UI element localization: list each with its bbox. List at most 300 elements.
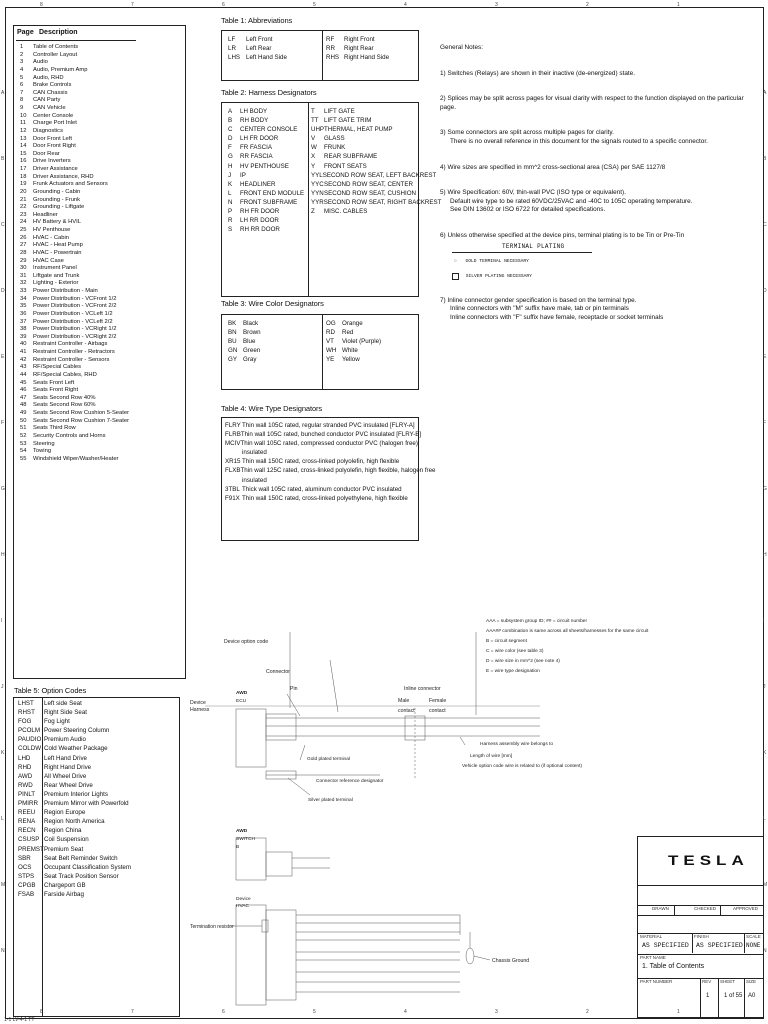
note-5a: 5) Wire Specification: 60V, thin-wall PVC (ISO type or equivalent). xyxy=(440,189,626,197)
abbrev-code: LF xyxy=(228,36,236,43)
harness-desc: SECOND ROW SEAT, CENTER xyxy=(324,180,413,188)
diagram-silver-plated: Silver plated terminal xyxy=(308,798,353,803)
toc-page: 14 xyxy=(20,143,27,150)
option-desc: Region North America xyxy=(44,818,105,826)
zone-label-col: 6 xyxy=(222,2,225,8)
zone-label-row: G xyxy=(1,486,5,492)
color-desc: Red xyxy=(342,329,354,337)
harness-code: X xyxy=(311,153,316,161)
color-code: BU xyxy=(228,338,237,346)
zone-label-row: C xyxy=(763,222,767,228)
harness-code: Z xyxy=(311,208,315,216)
toc-page: 26 xyxy=(20,234,27,241)
option-desc: Premium Mirror with Powerfold xyxy=(44,800,129,808)
option-desc: Region Europe xyxy=(44,809,86,817)
option-code: PMIRR xyxy=(18,800,38,808)
diagram-awd: AWD xyxy=(236,691,248,696)
diagram-legend-4: C = wire color (see table 3) xyxy=(486,649,544,654)
toc-desc: Instrument Panel xyxy=(33,265,77,272)
option-desc: Coil Suspension xyxy=(44,836,89,844)
note-5c: See DIN 13602 or ISO 6722 for detailed specifications. xyxy=(450,206,606,214)
diagram-male-contact-2: contact xyxy=(398,708,415,714)
option-code: RENA xyxy=(18,818,36,826)
toc-page: 5 xyxy=(20,74,24,81)
option-code: STPS xyxy=(18,872,35,880)
harness-desc: LH FR DOOR xyxy=(240,135,279,143)
title-block xyxy=(637,836,764,1018)
notes-heading: General Notes: xyxy=(440,44,483,51)
zone-label-row: K xyxy=(763,750,767,756)
zone-label-row: I xyxy=(1,618,3,624)
note-7b: Inline connectors with "M" suffix have male, tab or pin terminals xyxy=(450,305,629,313)
zone-label-col: 1 xyxy=(677,2,680,8)
wire-type-desc: Thin wall 105C rated, bunched conductor PVC insulated [FLRY-B] xyxy=(240,431,422,439)
toc-desc: Headliner xyxy=(33,211,58,218)
option-code: AWD xyxy=(18,772,33,780)
harness-desc: MISC. CABLES xyxy=(324,208,368,216)
wire-type-code: MCIV xyxy=(225,440,241,448)
toc-desc: Power Distribution - VCRight 2/2 xyxy=(33,333,117,340)
tesla-logo: TESLA xyxy=(668,853,749,869)
zone-label-row: C xyxy=(1,222,5,228)
option-desc: Cold Weather Package xyxy=(44,745,108,753)
option-code: RECN xyxy=(18,827,36,835)
diagram-inline-connector: Inline connector xyxy=(404,686,441,692)
harness-code: T xyxy=(311,108,315,115)
toc-page: 19 xyxy=(20,181,27,188)
zone-label-col: 2 xyxy=(586,1009,589,1015)
zone-label-col: 2 xyxy=(586,2,589,8)
toc-page: 21 xyxy=(20,196,27,203)
diagram-vehicle-option: Vehicle option code wire is related to (if optional content) xyxy=(462,764,582,769)
diagram-switch: SWITCH xyxy=(236,837,255,842)
diagram-device-harness-2: Harness xyxy=(190,707,210,713)
toc-desc: Brake Controls xyxy=(33,82,72,89)
toc-desc: Power Distribution - VCLeft 2/2 xyxy=(33,318,113,325)
harness-desc: GLASS xyxy=(324,135,345,143)
option-code: RHST xyxy=(18,709,35,717)
note-7a: 7) Inline connector gender specification is based on the terminal type. xyxy=(440,296,637,304)
zone-label-row: D xyxy=(1,288,5,294)
zone-label-row: L xyxy=(1,816,4,822)
toc-desc: HVAC - Powertrain xyxy=(33,249,82,256)
terminal-plating-title: TERMINAL PLATING xyxy=(502,242,565,250)
option-desc: Premium Audio xyxy=(44,736,86,744)
note-2: 2) Splices may be split across pages for visual clarity with respect to the function displayed on the particular page. xyxy=(440,95,744,111)
toc-page: 35 xyxy=(20,303,27,310)
toc-desc: Table of Contents xyxy=(33,44,79,50)
harness-code: YYR xyxy=(311,198,324,206)
harness-desc: SECOND ROW SEAT, RIGHT BACKREST xyxy=(323,198,442,206)
tb-checked: CHECKED xyxy=(694,906,717,911)
harness-desc: RH RR DOOR xyxy=(240,226,280,234)
tb-scale-label: SCALE xyxy=(746,934,761,939)
wire-type-desc: Thin wall 150C rated, cross-linked polyethylene, high flexible xyxy=(242,494,408,502)
zone-label-row: B xyxy=(763,156,767,162)
footer-code: 1-1 LV-4-1 TT xyxy=(4,1017,35,1023)
diagram-legend-5: D = wire size in mm^2 (see note 4) xyxy=(486,659,560,664)
toc-page: 25 xyxy=(20,227,27,233)
toc-desc: Audio, Premium Amp xyxy=(33,66,88,73)
option-desc: Left Hand Drive xyxy=(44,754,87,762)
toc-page: 3 xyxy=(20,59,24,66)
diagram-male-contact: Male xyxy=(398,698,410,704)
diagram-chassis-ground: Chassis Ground xyxy=(492,958,530,964)
zone-label-row: A xyxy=(763,90,767,96)
harness-code: W xyxy=(311,144,317,152)
tb-sheet-label: SHEET xyxy=(720,979,736,984)
abbrev-desc: Right Front xyxy=(344,36,375,43)
harness-code: TT xyxy=(311,117,319,125)
zone-label-col: 4 xyxy=(404,1009,407,1015)
diagram-female-contact-2: contact xyxy=(429,708,446,714)
diagram-pin: Pin xyxy=(290,686,298,692)
option-code: RHD xyxy=(18,763,32,771)
abbrev-code: RR xyxy=(326,45,335,53)
zone-label-row: E xyxy=(763,354,767,360)
abbrev-desc: Right Rear xyxy=(344,45,374,53)
toc-page: 47 xyxy=(20,394,27,401)
tb-finish-value: AS SPECIFIED xyxy=(696,942,743,949)
harness-desc: HEADLINER xyxy=(240,180,276,188)
harness-code: F xyxy=(228,144,232,152)
tb-title-label: PART NAME xyxy=(640,955,666,960)
harness-desc: RR FASCIA xyxy=(240,153,273,161)
harness-desc: CENTER CONSOLE xyxy=(240,126,298,134)
zone-label-col: 3 xyxy=(495,1009,498,1015)
toc-page: 13 xyxy=(20,135,27,142)
zone-label-row: N xyxy=(763,948,767,954)
diagram-legend-6: E = wire type designation xyxy=(486,669,540,674)
note-3a: 3) Some connectors are split across multiple pages for clarity. xyxy=(440,129,614,137)
color-code: GY xyxy=(228,356,237,364)
note-4: 4) Wire sizes are specified in mm^2 cross-sectional area (CSA) per SAE 1127/8 xyxy=(440,163,666,171)
option-desc: Rear Wheel Drive xyxy=(44,781,93,789)
zone-label-col: 5 xyxy=(313,2,316,8)
zone-label-col: 3 xyxy=(495,2,498,8)
toc-desc: Seats Third Row xyxy=(33,425,76,432)
diagram-termination-resistor: Termination resistor xyxy=(190,924,234,930)
toc-page: 34 xyxy=(20,295,27,302)
abbrev-desc: Left Rear xyxy=(246,45,272,53)
toc-page: 49 xyxy=(20,410,27,416)
harness-desc: RH FR DOOR xyxy=(240,208,280,216)
note-6: 6) Unless otherwise specified at the device pins, terminal plating is to be Tin or Pre-Tin xyxy=(440,231,685,239)
zone-label-col: 6 xyxy=(222,1009,225,1015)
toc-page: 53 xyxy=(20,440,27,447)
toc-page: 48 xyxy=(20,402,27,409)
option-code: PCOLM xyxy=(18,727,41,735)
option-code: OCS xyxy=(18,863,32,871)
harness-desc: LH RR DOOR xyxy=(240,217,279,225)
toc-header-desc: Description xyxy=(39,29,78,36)
harness-code: UHP xyxy=(311,126,325,134)
zone-label-col: 4 xyxy=(404,2,407,8)
color-desc: Blue xyxy=(243,338,256,346)
tb-size-label: SIZE xyxy=(746,979,757,984)
option-code: CPGB xyxy=(18,881,36,889)
diagram-legend-1: AAA = subsystem group ID; ## = circuit number xyxy=(486,619,588,624)
zone-label-row: E xyxy=(1,354,5,360)
toc-page: 10 xyxy=(20,112,27,119)
chassis-ground-icon xyxy=(466,948,474,964)
wire-type-code: FLRB xyxy=(225,431,241,439)
tb-material-label: MATERIAL xyxy=(640,934,663,939)
toc-page: 16 xyxy=(20,158,27,165)
toc-desc: Seats Front Left xyxy=(33,379,75,386)
color-desc: Brown xyxy=(243,329,261,337)
table3-caption: Table 3: Wire Color Designators xyxy=(221,299,324,308)
option-code: CSUSP xyxy=(18,836,40,844)
harness-code: K xyxy=(228,180,233,188)
zone-label-row: D xyxy=(763,288,767,294)
color-code: GN xyxy=(228,347,238,355)
option-code: PAUDIO xyxy=(18,736,42,744)
wire-type-code: XR15 xyxy=(225,458,241,466)
zone-label-row: J xyxy=(763,684,766,690)
toc-desc: Audio, RHD xyxy=(33,74,64,81)
harness-code: YYL xyxy=(311,171,323,179)
note-1: 1) Switches (Relays) are shown in their inactive (de-energized) state. xyxy=(440,69,635,77)
toc-page: 8 xyxy=(20,97,24,104)
harness-code: S xyxy=(228,226,233,234)
diagram-device-harness: Device xyxy=(190,700,206,706)
table5-caption: Table 5: Option Codes xyxy=(14,686,87,695)
zone-label-col: 7 xyxy=(131,1009,134,1015)
toc-desc: Grounding - Frunk xyxy=(33,196,81,203)
harness-code: V xyxy=(311,135,316,143)
zone-label-col: 5 xyxy=(313,1009,316,1015)
harness-code: B xyxy=(228,117,233,125)
toc-page: 44 xyxy=(20,371,27,378)
toc-page: 1 xyxy=(20,44,24,50)
diagram-legend-2: AAA## combination is same across all sheets/harnesses for the same circuit xyxy=(486,629,649,634)
zone-label-row: F xyxy=(763,420,767,426)
toc-page: 6 xyxy=(20,82,24,89)
toc-desc: CAN Vehicle xyxy=(33,105,66,111)
harness-desc: IP xyxy=(240,171,246,179)
wire-type-desc: Thin wall 125C rated, cross-linked polyolefin, high flexible, halogen free xyxy=(240,467,436,475)
harness-desc: FRONT SEATS xyxy=(324,162,367,170)
abbrev-code: LR xyxy=(228,45,236,53)
zone-label-row: I xyxy=(763,618,765,624)
wire-type-desc: Thin wall 105C rated, regular stranded PVC insulated [FLRY-A] xyxy=(242,422,415,429)
toc-desc: Drive Inverters xyxy=(33,158,71,165)
harness-code: YYN xyxy=(311,189,324,197)
toc-desc: Power Distribution - VCLeft 1/2 xyxy=(33,310,113,317)
toc-desc: Lighting - Exterior xyxy=(33,280,79,287)
diagram-conn-ref: Connector reference designator xyxy=(316,779,384,784)
toc-page: 42 xyxy=(20,356,27,363)
abbrev-desc: Left Hand Side xyxy=(246,54,287,62)
wire-type-desc: insulated xyxy=(242,476,267,484)
toc-page: 50 xyxy=(20,417,27,424)
toc-desc: Grounding - Cabin xyxy=(33,188,81,195)
toc-page: 15 xyxy=(20,150,27,157)
option-desc: Fog Light xyxy=(44,718,70,726)
toc-header-page: Page xyxy=(17,29,34,36)
toc-desc: Seats Second Row Cushion 5-Seater xyxy=(33,410,130,416)
tb-part-number-label: PART NUMBER xyxy=(640,979,673,984)
toc-page: 36 xyxy=(20,310,27,317)
color-code: OG xyxy=(326,320,336,327)
harness-code: G xyxy=(228,153,233,161)
toc-page: 22 xyxy=(20,204,27,211)
note-3b: There is no overall reference in this document for the signals routed to a specific connector. xyxy=(450,137,708,145)
toc-desc: Door Rear xyxy=(33,150,60,157)
toc-desc: HVAC - Cabin xyxy=(33,234,69,241)
abbrev-code: RHS xyxy=(326,54,340,62)
tb-sheet-value: 1 of 55 xyxy=(724,993,743,999)
gold-terminal-label: GOLD TERMINAL NECESSARY xyxy=(465,258,529,264)
toc-page: 43 xyxy=(20,364,27,371)
toc-page: 12 xyxy=(20,127,27,134)
color-code: WH xyxy=(326,347,337,355)
toc-page: 29 xyxy=(20,257,27,264)
abbrev-code: RF xyxy=(326,36,335,43)
toc-page: 30 xyxy=(20,265,27,272)
harness-desc: FRONT SUBFRAME xyxy=(240,198,298,206)
toc-page: 24 xyxy=(20,219,27,226)
toc-page: 27 xyxy=(20,242,27,249)
gold-terminal-icon: ○ xyxy=(454,258,457,264)
toc-desc: Security Controls and Horns xyxy=(33,432,106,439)
awd-ecu-device xyxy=(236,709,266,767)
harness-code: Y xyxy=(311,162,316,170)
diagram-device-hvac: Device xyxy=(236,897,251,902)
zone-label-row: N xyxy=(1,948,5,954)
harness-desc: LH BODY xyxy=(240,108,268,115)
tb-size-value: A0 xyxy=(748,993,756,999)
harness-desc: FRUNK xyxy=(324,144,346,152)
option-desc: Left side Seat xyxy=(44,700,82,707)
option-desc: All Wheel Drive xyxy=(44,772,87,780)
toc-desc: Charge Port Inlet xyxy=(33,120,77,127)
wire-type-desc: insulated xyxy=(242,449,267,457)
toc-page: 37 xyxy=(20,318,27,325)
toc-page: 54 xyxy=(20,448,27,455)
toc-desc: Restraint Controller - Retractors xyxy=(33,349,115,355)
toc-desc: Door Front Left xyxy=(33,135,72,142)
tb-title: 1. Table of Contents xyxy=(642,963,705,970)
zone-label-row: J xyxy=(1,684,4,690)
toc-desc: Restraint Controller - Sensors xyxy=(33,356,110,363)
diagram-connector: Connector xyxy=(266,669,290,675)
wire-type-code: F91X xyxy=(225,494,240,502)
harness-code: C xyxy=(228,126,233,134)
color-code: RD xyxy=(326,329,335,337)
toc-page: 9 xyxy=(20,105,24,111)
option-desc: Seat Track Position Sensor xyxy=(44,872,119,880)
zone-label-col: 7 xyxy=(131,2,134,8)
wire-type-code: FLRY xyxy=(225,422,241,429)
toc-page: 2 xyxy=(20,51,24,58)
zone-label-row: K xyxy=(1,750,5,756)
toc-desc: Grounding - Liftgate xyxy=(33,204,85,211)
toc-page: 33 xyxy=(20,288,27,294)
table4-caption: Table 4: Wire Type Designators xyxy=(221,404,323,413)
toc-page: 17 xyxy=(20,166,27,172)
option-desc: Power Steering Column xyxy=(44,727,110,735)
table2-caption: Table 2: Harness Designators xyxy=(221,88,317,97)
tb-approved: APPROVED xyxy=(733,906,759,911)
harness-code: R xyxy=(228,217,233,225)
silver-terminal-label: SILVER PLATING NECESSARY xyxy=(465,274,532,280)
harness-code: H xyxy=(228,162,233,170)
color-desc: Gray xyxy=(243,356,257,364)
toc-desc: Restraint Controller - Airbags xyxy=(33,341,108,348)
zone-label-row: A xyxy=(1,90,5,96)
toc-desc: Frunk Actuators and Sensors xyxy=(33,181,108,188)
color-desc: Green xyxy=(243,347,261,355)
harness-desc: HV PENTHOUSE xyxy=(240,162,289,170)
color-desc: Black xyxy=(243,320,259,327)
toc-page: 39 xyxy=(20,333,27,340)
diagram-device-b: B xyxy=(236,845,240,850)
harness-code: D xyxy=(228,135,233,143)
toc-desc: Driver Assistance xyxy=(33,166,78,172)
color-desc: Violet (Purple) xyxy=(342,338,382,346)
harness-desc: FRONT END MODULE xyxy=(240,189,305,197)
toc-desc: Controller Layout xyxy=(33,51,78,58)
wire-type-code: FLXB xyxy=(225,467,241,475)
toc-page: 46 xyxy=(20,387,27,394)
toc-desc: Seats Second Row Cushion 7-Seater xyxy=(33,417,130,424)
harness-code: YYC xyxy=(311,180,324,188)
harness-desc: THERMAL, HEAT PUMP xyxy=(324,126,393,134)
option-desc: Farside Airbag xyxy=(44,890,84,898)
option-code: LHD xyxy=(18,754,31,762)
toc-desc: Seats Second Row 40% xyxy=(33,394,96,401)
zone-label-row: L xyxy=(763,816,766,822)
tb-finish-label: FINISH xyxy=(694,934,709,939)
note-7c: Inline connectors with "F" suffix have female, receptacle or socket terminals xyxy=(450,313,664,321)
tb-rev-label: REV xyxy=(702,979,712,984)
zone-label-col: 8 xyxy=(40,1009,43,1015)
toc-desc: Liftgate and Trunk xyxy=(33,272,80,279)
note-5b: Default wire type to be rated 60VDC/25VAC and -40C to 105C operating temperature. xyxy=(450,197,693,205)
toc-desc: Driver Assistance, RHD xyxy=(33,173,94,180)
option-desc: Premium Interior Lights xyxy=(44,790,108,798)
harness-desc: LIFT GATE TRIM xyxy=(324,117,372,125)
toc-desc: CAN Party xyxy=(33,97,61,104)
toc-desc: RF/Special Cables, RHD xyxy=(33,371,97,378)
wire-type-desc: Thin wall 105C rated, compressed conductor PVC (halogen free) xyxy=(240,440,418,448)
diagram-female-contact: Female xyxy=(429,698,447,704)
toc-page: 32 xyxy=(20,280,27,287)
toc-desc: Power Distribution - VCRight 1/2 xyxy=(33,326,117,333)
hvac-device xyxy=(236,905,266,1005)
diagram-harness-belongs: Harness assembly wire belongs to xyxy=(480,742,554,747)
color-code: BK xyxy=(228,320,237,327)
color-code: BN xyxy=(228,329,237,337)
harness-desc: REAR SUBFRAME xyxy=(324,153,378,161)
option-desc: Right Side Seat xyxy=(44,709,87,717)
zone-label-row: B xyxy=(1,156,5,162)
toc-desc: HV Penthouse xyxy=(33,227,71,233)
toc-desc: HV Battery & HVIL xyxy=(33,219,82,226)
diagram-length-wire: Length of wire [mm] xyxy=(470,754,513,759)
harness-desc: FR FASCIA xyxy=(240,144,272,152)
diagram-gold-plated: Gold plated terminal xyxy=(307,757,350,762)
toc-desc: Seats Front Right xyxy=(33,387,79,394)
option-code: PINLT xyxy=(18,790,36,798)
toc-page: 20 xyxy=(20,188,27,195)
awd-switch-device xyxy=(236,838,266,880)
option-desc: Seat Belt Reminder Switch xyxy=(44,854,118,862)
diagram-legend-3: B = circuit segment xyxy=(486,639,527,644)
zone-label-row: G xyxy=(763,486,767,492)
